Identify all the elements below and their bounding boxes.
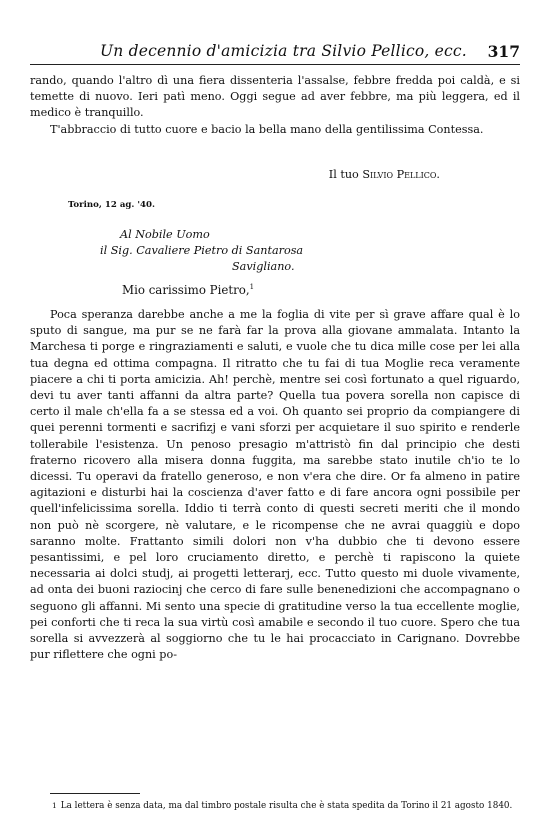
letter-body [30, 307, 520, 663]
letter-body-paragraph: Poca speranza darebbe anche a me la foglia di vite per sì grave affare qual è lo sputo di sangue, ma pur se ne farà far la prova alla giovane ammalata. Intanto la Marchesa ti porge e ringraziamenti e saluti, e vuole che tu dica mille cose per lei alla tua degna ed ottima compagna. Il ritratto che tu fai di tua Moglie reca veramente piacere a chi ti porta amicizia. Ah! perchè, mentre sei così fortunato a quel riguardo, devi tu aver tanti affanni da altra parte? Quella tua povera sorella non capisce di certo il male ch'ella fa a se stessa ed a voi. Oh quanto sei proprio da compiangere di quei perenni tormenti e sacrifizj e vani sforzi per acquietare il suo spirito e renderle tollerabile l'esistenza. Un penoso presagio m'attristò fin dal principio che desti fraterno ricovero alla misera donna fuggita, ma sarebbe stato inutile ch'io te lo dicessi. Tu operavi da fratello generoso, e non v'era che dire. Or fa almeno in patire agitazioni e disturbi hai la coscienza d'aver fatto e di fare ancora ogni possibile per quell'infelicissima sorella. Iddio ti terrà conto di questi secreti meriti che il mondo non può nè scorgere, nè valutare, e le ricompense che ne avrai quaggiù e dopo saranno molte. Frattanto simili dolori non v'ha dubbio che ti devono essere pesantissimi, e pel loro cruciamento diretto, e perchè ti rapiscono la quiete necessaria ai dolci studj, ai progetti letterarj, ecc. Tutto questo mi duole vivamente, ad onta dei buoni raziocinj che cerco di fare sulle benenedizioni che accompagnano o seguono gli affanni. Mi sento una specie di gratitudine verso la tua eccellente moglie, pei conforti che ti reca la sua virtù così amabile e secondo il tuo cuore. Spero che tua sorella si avvezzerà al soggiorno che tu le hai procacciato in Carignano. Dovrebbe pur riflettere che ogni po- [30, 308, 520, 662]
footnote-mark: 1 [52, 801, 57, 810]
header-rule [30, 64, 520, 65]
address-line-2: il Sig. Cavaliere Pietro di Santarosa [100, 244, 304, 257]
running-header [100, 42, 520, 64]
running-title: Un decennio d'amicizia tra Silvio Pellico, ecc. [100, 42, 467, 60]
footnote-paragraph [30, 800, 520, 813]
signature [329, 168, 440, 181]
address-line-1: Al Nobile Uomo [120, 228, 210, 241]
footnote-reference: 1 [249, 283, 255, 292]
signature-name: Silvio Pellico. [362, 168, 440, 181]
footnote-text: La lettera è senza data, ma dal timbro postale risulta che è stata spedita da Torino il 21 agosto 1840. [60, 801, 513, 811]
signature-prefix: Il tuo [328, 168, 359, 181]
salutation [122, 283, 254, 297]
letter-continuation [30, 73, 520, 138]
address-line-3: Savigliano. [232, 260, 295, 273]
page-number: 317 [487, 42, 520, 61]
top-paragraph: rando, quando l'altro dì una fiera dissenteria l'assalse, febbre fredda poi caldà, e si temette di nuovo. Ieri patì meno. Oggi segue ad aver febbre, ma più leggera, ed il medico è tranquillo. [30, 74, 520, 120]
footnote-rule [50, 793, 140, 794]
footnote [30, 800, 520, 813]
date-line: Torino, 12 ag. '40. [68, 200, 155, 210]
embrace-paragraph: T'abbraccio di tutto cuore e bacio la bella mano della gentilissima Contessa. [50, 122, 484, 136]
salutation-text: Mio carissimo Pietro, [122, 283, 250, 297]
